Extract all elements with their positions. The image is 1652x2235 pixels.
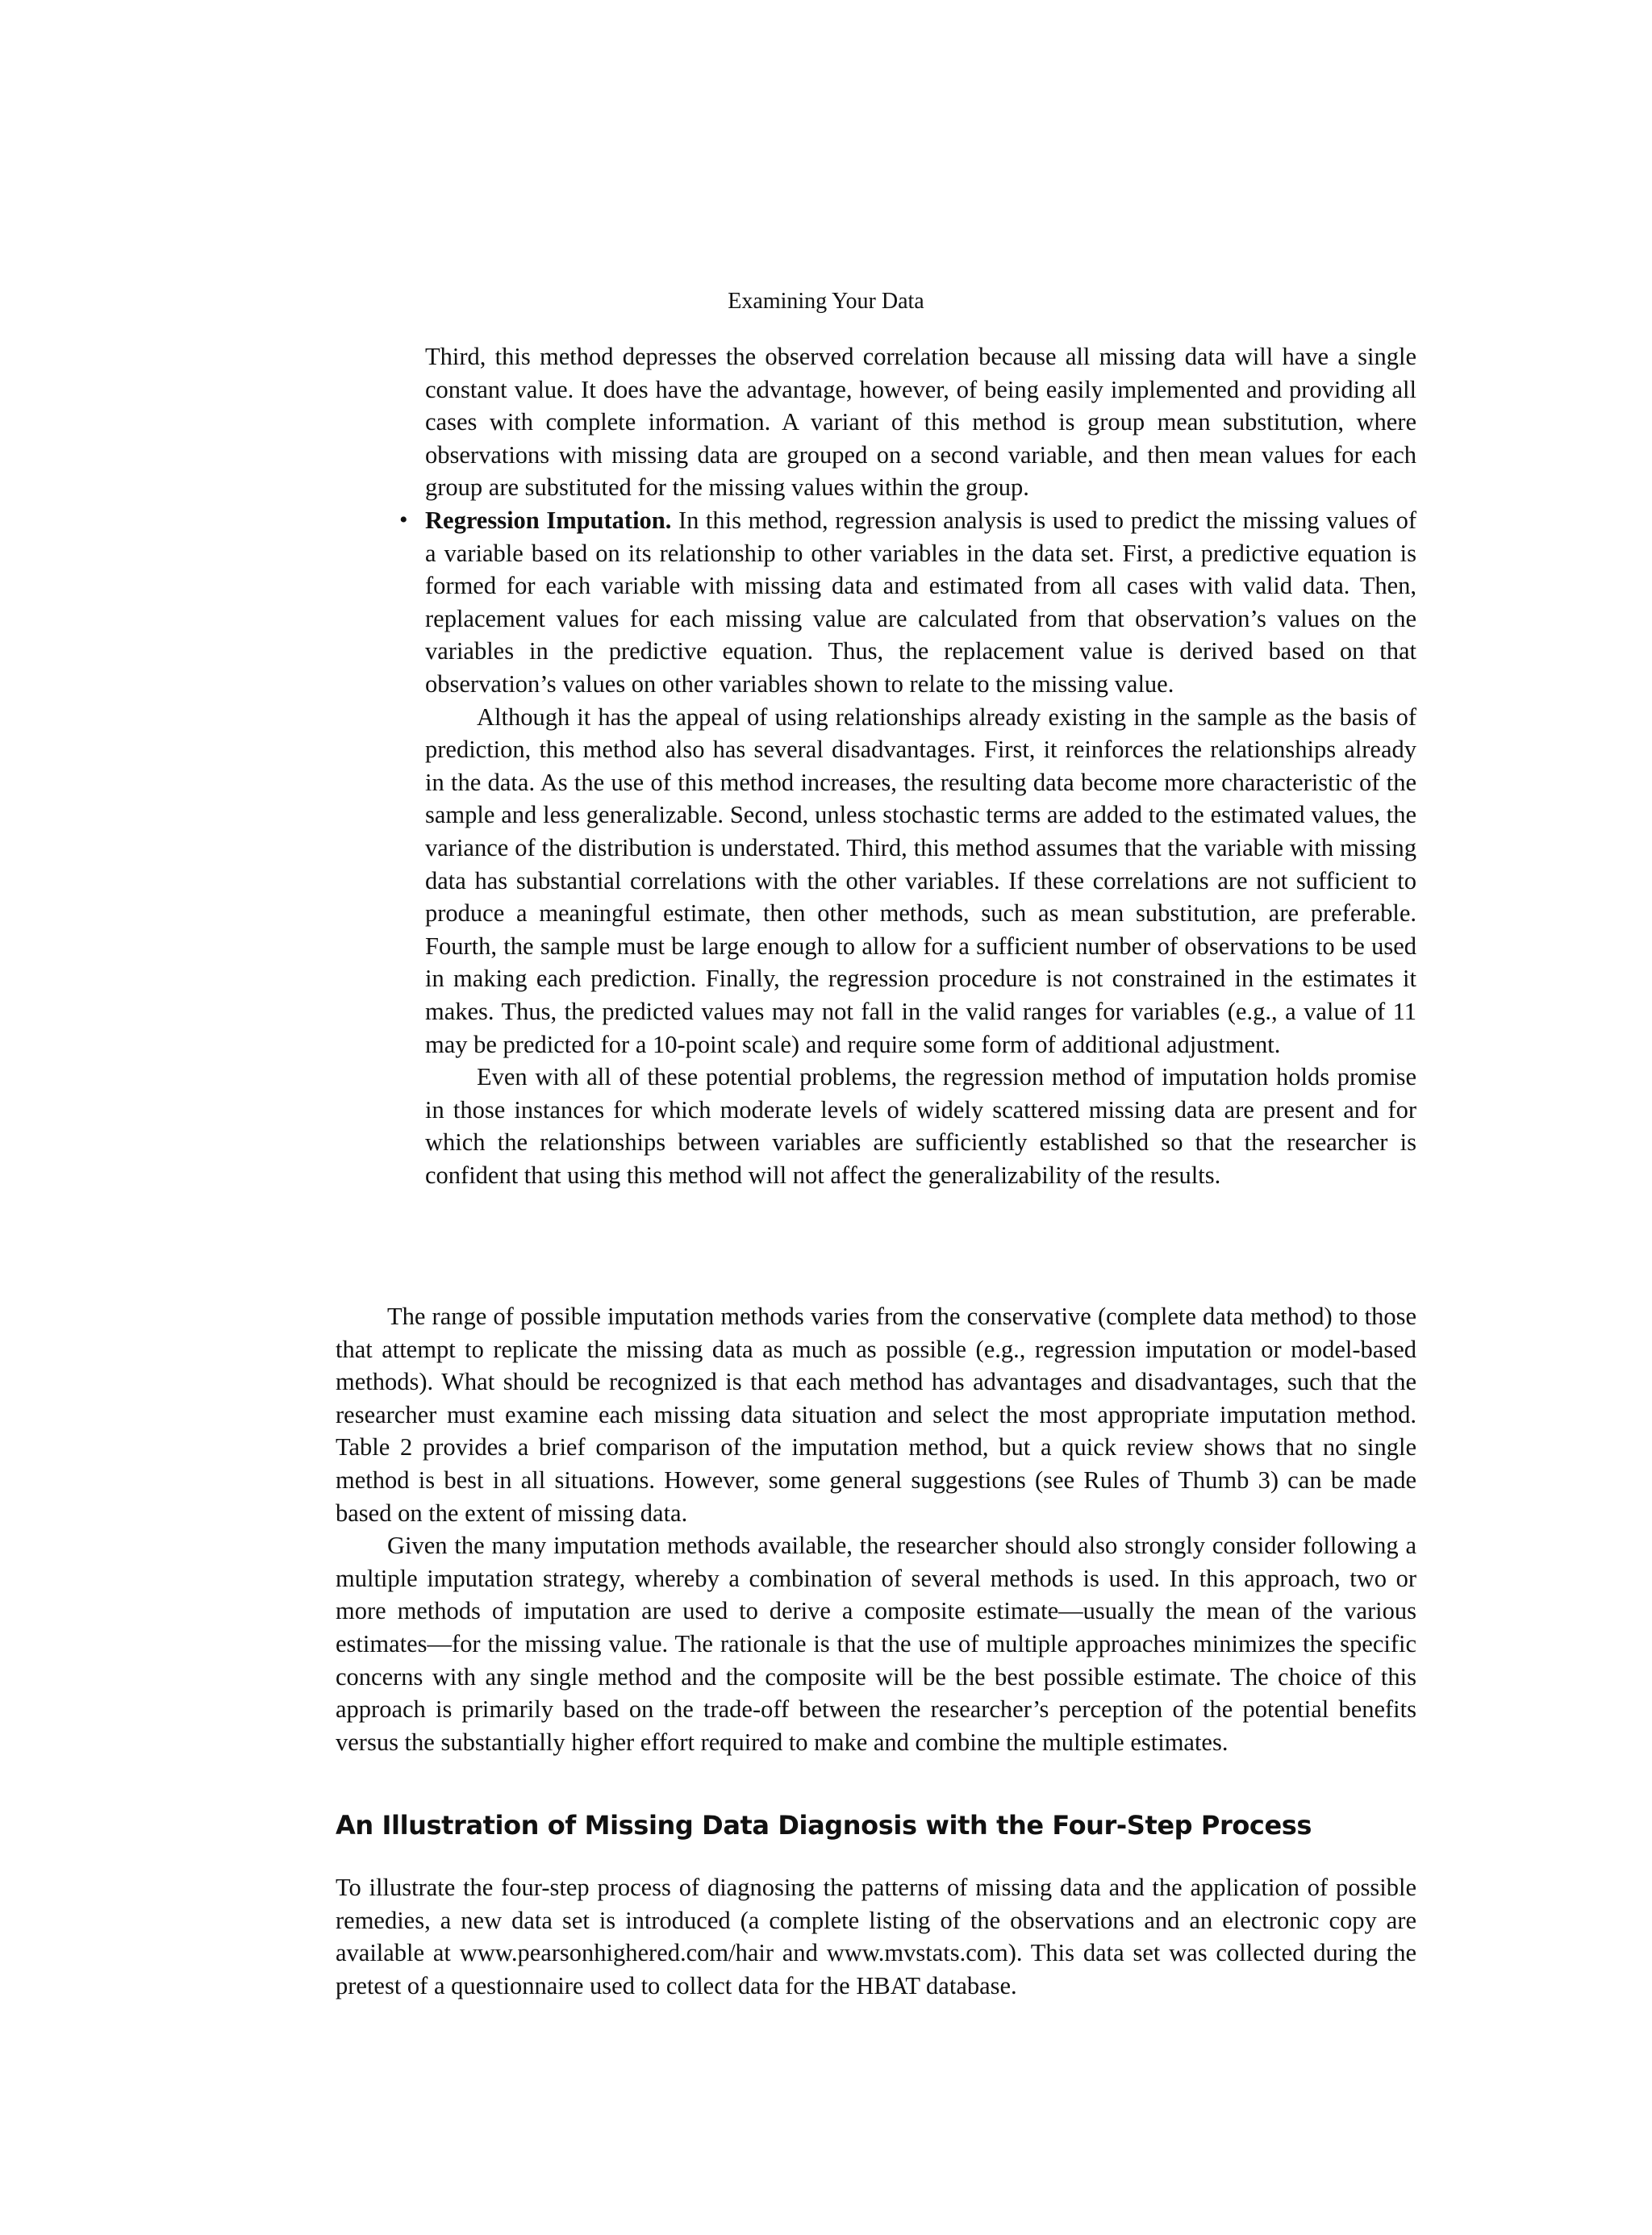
illustration-section [336, 1871, 1416, 2002]
regression-imputation-text: In this method, regression analysis is used to predict the missing values of a variable based on its relationship to other variables in the data set. First, a predictive equation is formed for each variable with missing data and estimated from all cases with valid data. Then, replacement values for each missing value are calculated from that observation’s values on the variables in the predictive equation. Thus, the replacement value is derived based on that observation’s values on other variables shown to relate to the missing value. [425, 507, 1416, 698]
regression-imputation-item [399, 504, 1416, 1191]
regression-imputation-paragraph [425, 504, 1416, 701]
running-head: Examining Your Data [728, 289, 924, 314]
regression-disadvantages-paragraph: Although it has the appeal of using relationships already existing in the sample as the basis of prediction, this method also has several disadvantages. First, it reinforces the relationships already in the data. As the use of this method increases, the resulting data become more characteristic of the sample and less generalizable. Second, unless stochastic terms are added to the estimated values, the variance of the distribution is understated. Third, this method assumes that the variable with missing data has substantial correlations with the other variables. If these correlations are not sufficient to produce a meaningful estimate, then other methods, such as mean substitution, are preferable. Fourth, the sample must be large enough to allow for a sufficient number of observations to be used in making each prediction. Finally, the regression procedure is not constrained in the estimates it makes. Thus, the predicted values may not fall in the valid ranges for variables (e.g., a value of 11 may be predicted for a 10-point scale) and require some form of additional adjustment. [425, 703, 1416, 1058]
regression-promise-paragraph: Even with all of these potential problems, the regression method of imputation holds promise in those instances for which moderate levels of widely scattered missing data are present and for which the relationships between variables are sufficiently established so that the researcher is confident that using this method will not affect the generalizability of the results. [425, 1063, 1416, 1189]
mean-substitution-paragraph: Third, this method depresses the observed correlation because all missing data will have a single constant value. It does have the advantage, however, of being easily implemented and providing all cases with complete information. A variant of this method is group mean substitution, where observations with missing data are grouped on a second variable, and then mean values for each group are substituted for the missing values within the group. [425, 343, 1416, 502]
bullet-icon: • [399, 507, 408, 533]
imputation-range-paragraph: The range of possible imputation methods varies from the conservative (complete data method) to those that attempt to replicate the missing data as much as possible (e.g., regression imputation or model-based methods). What should be recognized is that each method has advantages and disadvantages, such that the researcher must examine each missing data situation and select the most appropriate imputation method. Table 2 provides a brief comparison of the imputation method, but a quick review shows that no single method is best in all situations. However, some general suggestions (see Rules of Thumb 3) can be made based on the extent of missing data. [336, 1303, 1416, 1527]
imputation-discussion [336, 1300, 1416, 1758]
multiple-imputation-paragraph: Given the many imputation methods available, the researcher should also strongly consider following a multiple imputation strategy, whereby a combination of several methods is used. In this approach, two or more methods of imputation are used to derive a composite estimate—usually the mean of the various estimates—for the missing value. The rationale is that the use of multiple approaches minimizes the specific concerns with any single method and the composite will be the best possible estimate. The choice of this approach is primarily based on the trade-off between the researcher’s perception of the potential benefits versus the substantially higher effort required to make and combine the multiple estimates. [336, 1532, 1416, 1756]
regression-imputation-term: Regression Imputation. [425, 507, 672, 534]
regression-imputation-bullet-row [399, 504, 1416, 701]
illustration-intro-paragraph: To illustrate the four-step process of diagnosing the patterns of missing data and the application of possible remedies, a new data set is introduced (a complete listing of the observations and an electronic copy are available at www.pearsonhighered.com/hair and www.mvstats.com). This data set was collected during the pretest of a questionnaire used to collect data for the HBAT database. [336, 1874, 1416, 1999]
section-heading: An Illustration of Missing Data Diagnosis with the Four-Step Process [336, 1810, 1312, 1841]
mean-substitution-continuation [425, 340, 1416, 504]
